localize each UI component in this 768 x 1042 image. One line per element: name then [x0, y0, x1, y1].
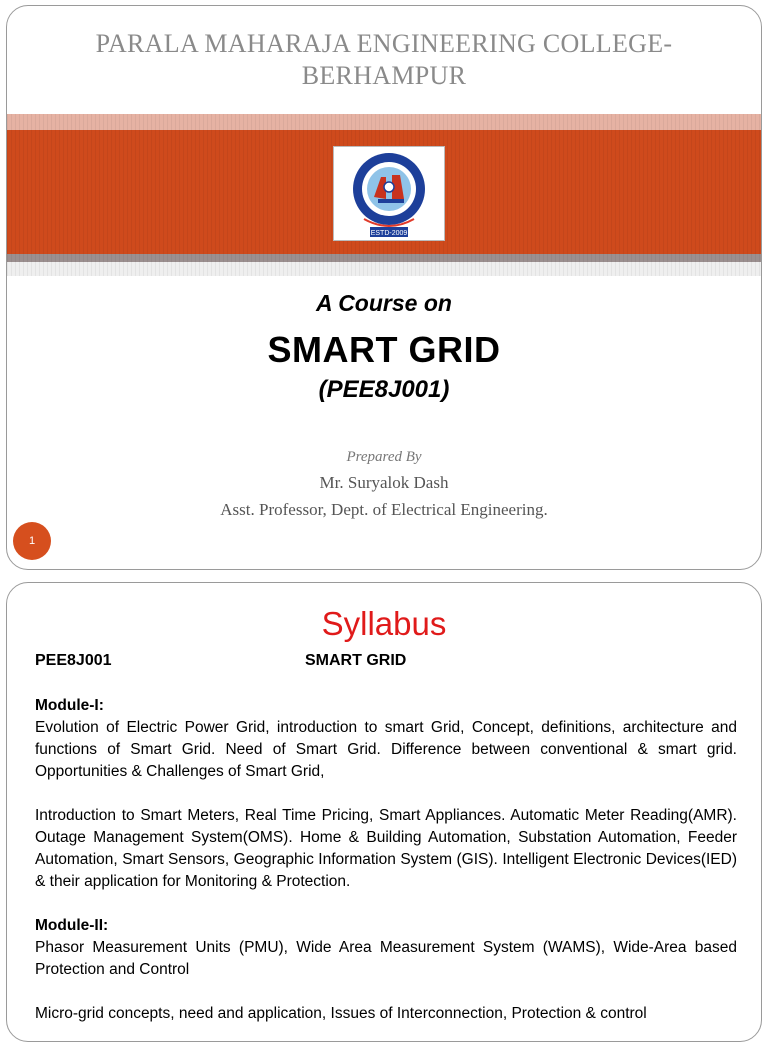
- title-slide: [6, 5, 762, 570]
- course-title: SMART GRID: [267, 329, 501, 370]
- prepared-by-label: Prepared By: [346, 449, 422, 465]
- course-code-row: [35, 652, 735, 670]
- header-band-top: [7, 114, 761, 130]
- course-code: (PEE8J001): [318, 376, 450, 403]
- college-name-line2: BERHAMPUR: [301, 61, 467, 90]
- module1-paragraph2: Introduction to Smart Meters, Real Time Pricing, Smart Appliances. Automatic Meter Reading(AMR). Outage Management System(OMS). Home & Building Automation, Substation Automation, Feeder Automation, Smart Sensors, Geographic Information System (GIS). Intelligent Electronic Devices(IED) & their application for Monitoring & Protection.: [35, 807, 737, 890]
- module1-heading: Module-I:: [35, 697, 104, 714]
- syllabus-slide: [6, 582, 762, 1042]
- page-number-badge: 1: [13, 522, 51, 560]
- module2-paragraph1: Phasor Measurement Units (PMU), Wide Area Measurement System (WAMS), Wide-Area based Protection and Control: [35, 939, 737, 978]
- college-name-line1: PARALA MAHARAJA ENGINEERING COLLEGE-: [95, 29, 673, 58]
- logo-text: ESTD-2009: [370, 230, 408, 237]
- author-name: Mr. Suryalok Dash: [319, 473, 449, 492]
- header-band-shadow: [7, 262, 761, 276]
- module2-heading: Module-II:: [35, 917, 109, 934]
- college-seal-icon: [334, 147, 444, 240]
- syllabus-course-code: PEE8J001: [35, 652, 112, 669]
- author-designation: Asst. Professor, Dept. of Electrical Engineering.: [220, 500, 548, 519]
- header-band-bottom: [7, 254, 761, 262]
- course-intro: A Course on: [316, 290, 452, 316]
- syllabus-subject: SMART GRID: [305, 652, 407, 669]
- syllabus-body: [35, 695, 737, 1042]
- college-logo: [333, 146, 445, 241]
- module1-paragraph1: Evolution of Electric Power Grid, introduction to smart Grid, Concept, definitions, architecture and functions of Smart Grid. Need of Smart Grid. Difference between conventional & smart grid. Opportunities & Challenges of Smart Grid,: [35, 719, 737, 780]
- syllabus-title: Syllabus: [321, 605, 447, 642]
- college-name: [7, 28, 761, 92]
- module2-paragraph2: Micro-grid concepts, need and application, Issues of Interconnection, Protection & control: [35, 1005, 647, 1022]
